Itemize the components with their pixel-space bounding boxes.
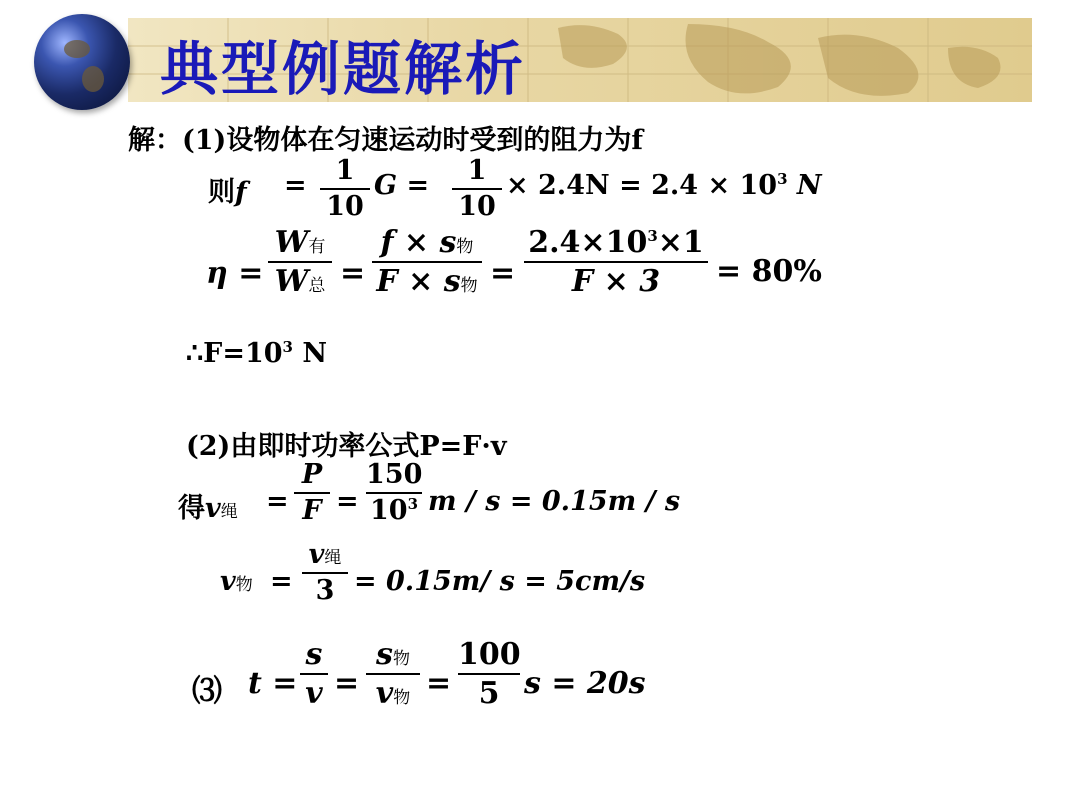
- page-title: 典型例题解析: [160, 35, 527, 103]
- fraction-v-3: v绳 3: [302, 540, 348, 605]
- part1-intro: 解：(1)设物体在匀速运动时受到的阻力为f: [128, 125, 643, 156]
- v-wu-line: v物: [220, 566, 253, 597]
- fraction-fs: f × s物 F × s物: [372, 226, 482, 298]
- fraction-1-10-b: 1 10: [452, 156, 502, 221]
- v-sheng-line: 得v绳: [178, 493, 238, 524]
- eq-f-line: 则f: [208, 177, 247, 208]
- equals-5: =: [336, 486, 359, 517]
- G-equals: G =: [374, 170, 430, 201]
- fraction-150: 150 $10^3$: [366, 459, 423, 526]
- fraction-numeric: $2.4\times 10^3\times 1$ F × 3: [524, 226, 708, 298]
- equals: =: [284, 170, 307, 201]
- fraction-W: W有 W总: [268, 226, 332, 298]
- equals-3: =: [490, 256, 516, 291]
- t-equals: t =: [248, 666, 298, 701]
- fraction-1-10: 1 10: [320, 156, 370, 221]
- equals-7: =: [334, 666, 360, 701]
- fraction-P-F: P F: [294, 460, 330, 525]
- equals-6: =: [270, 566, 293, 597]
- efficiency-result: = 80%: [716, 254, 822, 289]
- part3-label: ⑶: [192, 674, 222, 709]
- equals-4: =: [266, 486, 289, 517]
- fraction-s-v-wu: s物 v物: [366, 638, 420, 710]
- therefore-line: $\therefore F=10^3$ N: [186, 338, 328, 369]
- equals-8: =: [426, 666, 452, 701]
- fraction-s-v: s v: [300, 638, 328, 710]
- f-result: × $2.4N = 2.4 \times 10^3$ N: [506, 170, 822, 201]
- equals-2: =: [340, 256, 366, 291]
- v-sheng-result: m / s = 0.15m / s: [428, 486, 681, 517]
- v-wu-result: = 0.15m/ s = 5cm/s: [354, 566, 646, 597]
- fraction-100-5: 100 5: [458, 637, 521, 711]
- globe-icon: [34, 14, 130, 110]
- part2-intro: (2)由即时功率公式P=F·v: [186, 431, 507, 462]
- eta-symbol: η =: [206, 256, 264, 291]
- t-result: s = 20s: [524, 666, 646, 701]
